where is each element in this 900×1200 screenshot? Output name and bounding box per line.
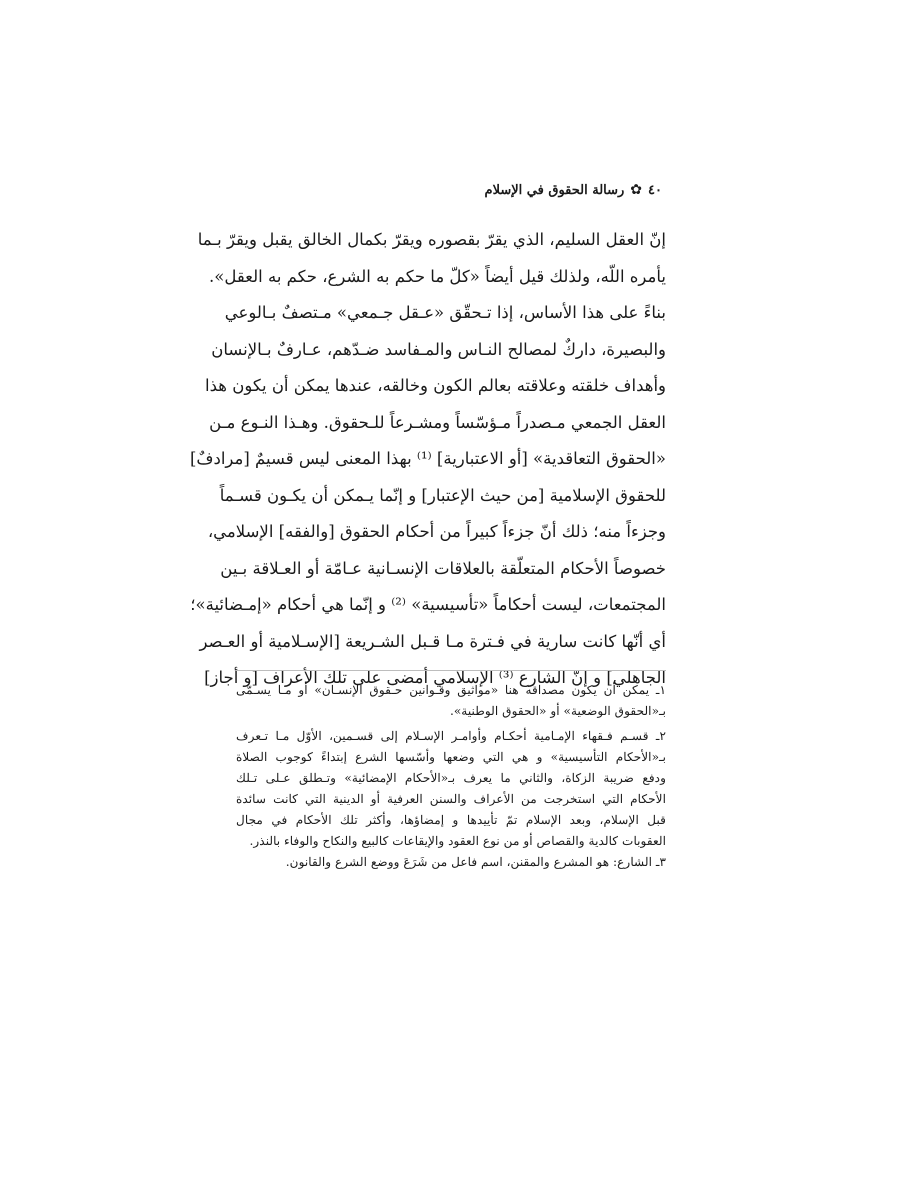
body-line: المجتمعات، ليست أحكاماً «تأسيسية» ⁽²⁾ و إنّما هي أحكام «إمـضائية»؛	[190, 595, 666, 614]
footnote-line: العقوبات كالدية والقصاص أو من نوع العقود والإيقاعات كالبيع والنكاح والوفاء بالنذر.	[249, 834, 666, 848]
body-text	[189, 222, 666, 697]
footnote-line: ٢ـ قسـم فـقهاء الإمـامية أحكـام وأوامـر الإسـلام إلى قسـمين، الأوّل مـا تـعرف	[236, 729, 666, 743]
page-number: ٤٠	[648, 182, 662, 198]
body-line: للحقوق الإسلامية [من حيث الإعتبار] و إنّما يـمكن أن يكـون قسـماً	[219, 485, 666, 505]
footnote-line: بـ«الأحكام التأسيسية» و هي التي وضعها وأسّسها الشرع إبتداءً كوجوب الصلاة	[236, 750, 666, 764]
body-line: يأمره اللّه، ولذلك قيل أيضاً «كلّ ما حكم به الشرع، حكم به العقل».	[209, 266, 666, 286]
footnote-line: ٣ـ الشارع: هو المشرع والمقنن، اسم فاعل من شَرَعَ ووضع الشرع والقانون.	[285, 855, 666, 869]
flower-ornament-icon: ✿	[630, 182, 643, 198]
running-header	[485, 182, 662, 198]
body-line: بناءً على هذا الأساس، إذا تـحقّق «عـقل جـمعي» مـتصفٌ بـالوعي	[224, 303, 666, 322]
footnote-line: ودفع ضريبة الزكاة، والثاني ما يعرف بـ«الأحكام الإمضائية» وتـطلق عـلى تـلك	[236, 771, 666, 785]
body-line: وجزءاً منه؛ ذلك أنّ جزءاً كبيراً من أحكام الحقوق [والفقه] الإسلامي،	[207, 522, 666, 541]
body-line: خصوصاً الأحكام المتعلّقة بالعلاقات الإنسـانية عـامّة أو العـلاقة بـين	[220, 558, 666, 578]
book-title: رسالة الحقوق في الإسلام	[484, 182, 625, 198]
body-line: الجاهلي] و إنّ الشارع ⁽³⁾ الإسلامي أمضى على تلك الأعراف [و أجاز]	[204, 668, 666, 687]
footnote-line: قبل الإسلام، وبعد الإسلام تمّ تأييدها و إمضاؤها، وأكثر تلك الأحكام في مجال	[236, 813, 666, 827]
body-line: وأهداف خلقته وعلاقته بعالم الكون وخالقه، عندها يمكن أن يكون هذا	[205, 376, 666, 395]
footnote-line: الأحكام التي استخرجت من الأعراف والسنن العرفية أو الدينية التي كانت سائدة	[236, 792, 666, 806]
body-line: أي أنّها كانت سارية في فـترة مـا قـبل الشـريعة [الإسـلامية أو العـصر	[199, 631, 666, 651]
footnote-2	[236, 726, 666, 852]
footnote-line: ١ـ يمكن أن يكون مصداقه هنا «مواثيق وقـوانين حـقوق الإنسـان» أو مـا يسـمّى	[236, 683, 666, 697]
body-line: إنّ العقل السليم، الذي يقرّ بقصوره ويقرّ بكمال الخالق يقبل ويقرّ بـما	[197, 230, 666, 249]
body-line: العقل الجمعي مـصدراً مـؤسّساً ومشـرعاً للـحقوق. وهـذا النـوع مـن	[209, 412, 666, 432]
footnote-line: بـ«الحقوق الوضعية» أو «الحقوق الوطنية».	[449, 704, 666, 718]
footnote-separator	[236, 670, 666, 671]
body-line: والبصيرة، داركٌ لمصالح النـاس والمـفاسد ضـدّهم، عـارفٌ بـالإنسان	[211, 339, 666, 359]
footnote-1	[236, 680, 666, 722]
body-line: «الحقوق التعاقدية» [أو الاعتبارية] ⁽¹⁾ بهذا المعنى ليس قسيمٌ [مرادفٌ]	[189, 449, 666, 468]
footnote-3	[236, 852, 666, 873]
footnotes	[236, 680, 666, 873]
